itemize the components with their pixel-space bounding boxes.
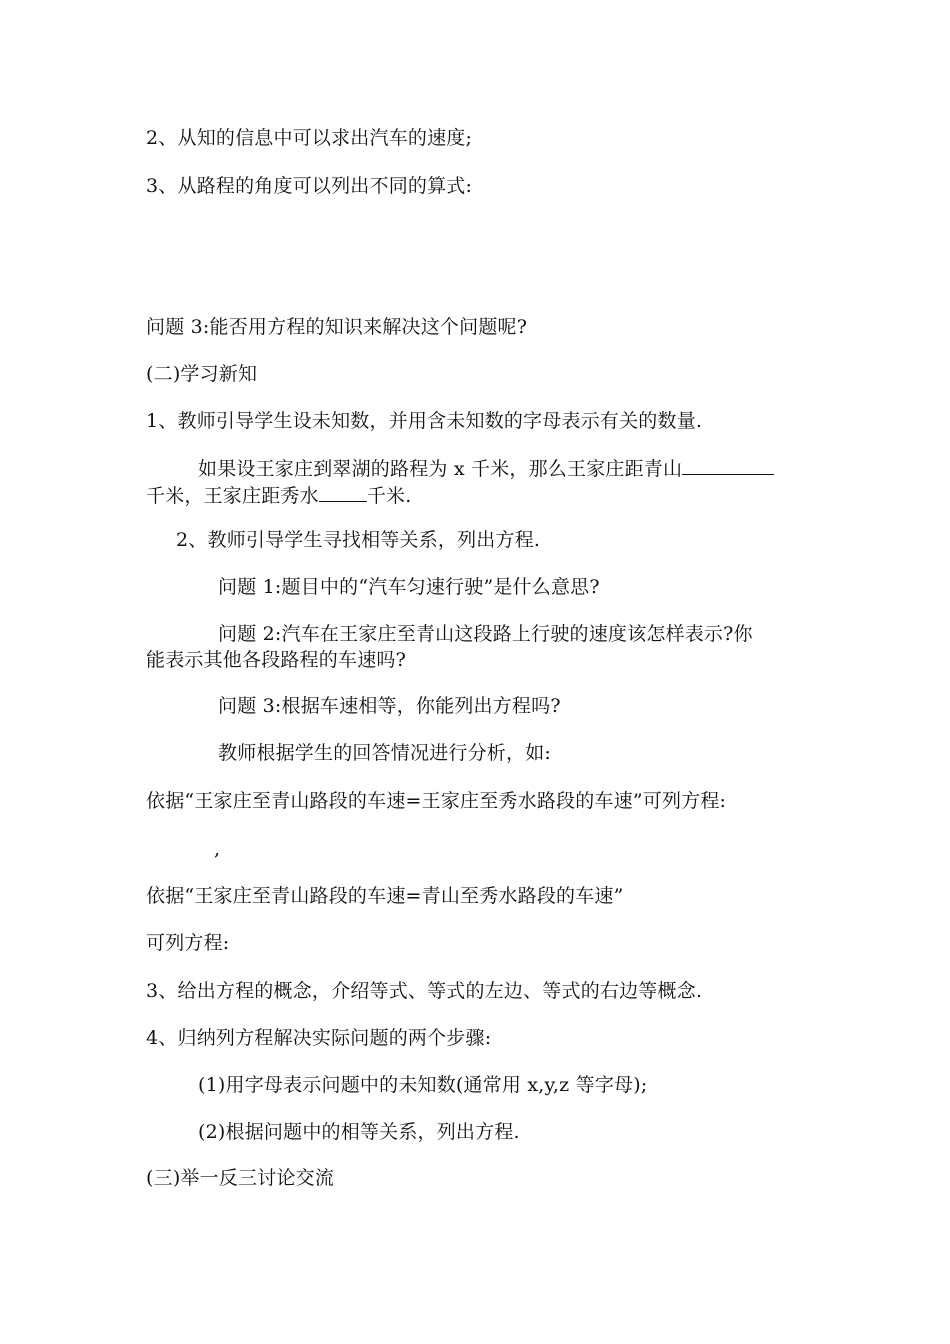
section-heading: (二)学习新知: [146, 363, 258, 385]
text-line: 问题 3:根据车速相等，你能列出方程吗?: [218, 695, 561, 717]
text-line: 问题 3:能否用方程的知识来解决这个问题呢?: [146, 316, 528, 338]
text-segment: 如果设王家庄到翠湖的路程为 x 千米，那么王家庄距青山: [198, 458, 683, 480]
text-line: ,: [214, 838, 221, 860]
text-segment: 千米，王家庄距秀水: [146, 485, 319, 507]
text-line: 教师根据学生的回答情况进行分析，如:: [218, 742, 552, 764]
text-line: 3、从路程的角度可以列出不同的算式:: [146, 175, 473, 197]
text-line: 问题 2:汽车在王家庄至青山这段路上行驶的速度该怎样表示?你: [218, 623, 753, 645]
text-line: 2、教师引导学生寻找相等关系，列出方程.: [176, 529, 541, 551]
text-line: [198, 456, 774, 481]
text-line: 依据“王家庄至青山路段的车速=青山至秀水路段的车速”: [146, 885, 624, 907]
text-line: 能表示其他各段路程的车速吗?: [146, 649, 406, 671]
text-line: 4、归纳列方程解决实际问题的两个步骤:: [146, 1027, 492, 1049]
text-line: [146, 483, 411, 508]
text-line: 3、给出方程的概念，介绍等式、等式的左边、等式的右边等概念.: [146, 980, 703, 1002]
fill-in-blank: [682, 456, 774, 475]
text-line: 2、从知的信息中可以求出汽车的速度;: [146, 127, 473, 149]
text-segment: 千米.: [366, 485, 412, 507]
list-item: (1)用字母表示问题中的未知数(通常用 x,y,z 等字母);: [198, 1074, 648, 1096]
text-line: 问题 1:题目中的“汽车匀速行驶”是什么意思?: [218, 576, 600, 598]
fill-in-blank: [319, 483, 367, 502]
text-line: 可列方程:: [146, 932, 230, 954]
list-item: (2)根据问题中的相等关系，列出方程.: [198, 1121, 520, 1143]
section-heading: (三)举一反三讨论交流: [146, 1167, 335, 1189]
text-line: 依据“王家庄至青山路段的车速=王家庄至秀水路段的车速”可列方程:: [146, 790, 727, 812]
text-line: 1、教师引导学生设未知数，并用含未知数的字母表示有关的数量.: [146, 410, 703, 432]
